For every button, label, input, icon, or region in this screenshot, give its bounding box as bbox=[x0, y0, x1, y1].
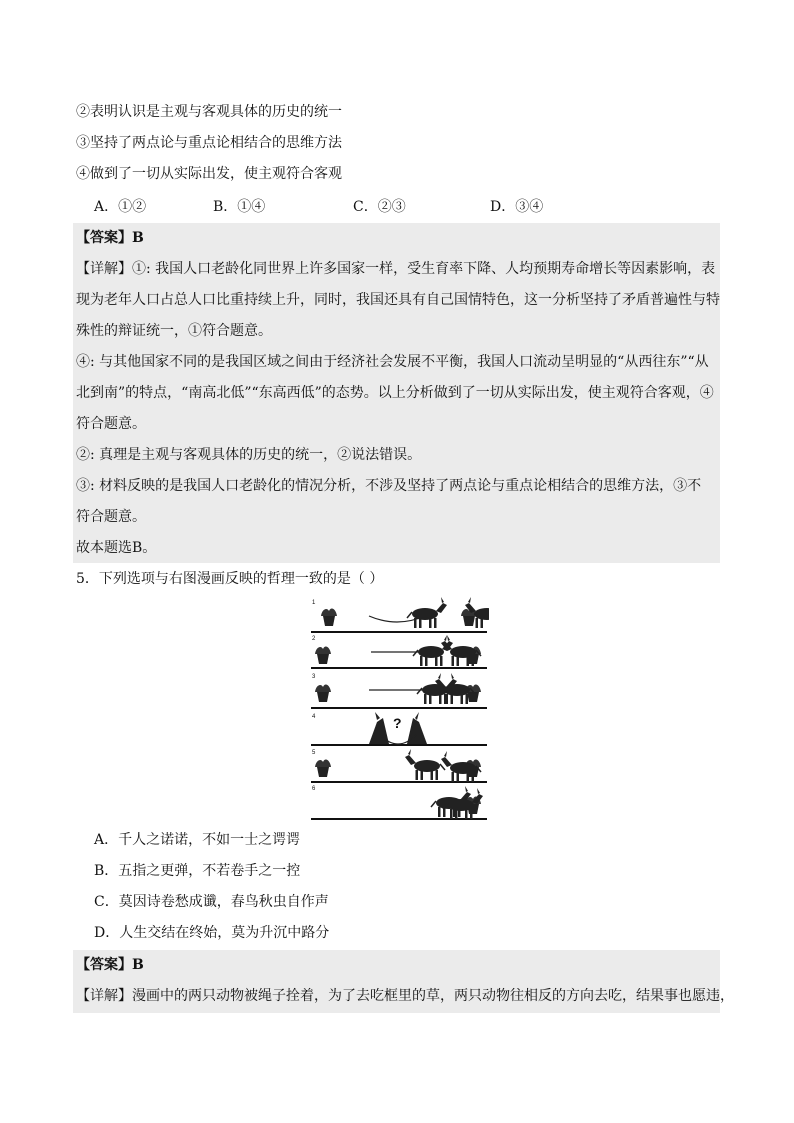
panel-number: 4 bbox=[312, 714, 316, 720]
detail-line: 现为老年人口占总人口比重持续上升，同时，我国还具有自己国情特色，这一分析坚持了矛盾普遍性与特 bbox=[76, 292, 720, 308]
panel-number: 6 bbox=[312, 786, 316, 792]
question-mark: ? bbox=[393, 715, 402, 731]
panel-6 bbox=[431, 786, 483, 819]
panel-3 bbox=[315, 673, 481, 704]
option-a: A．①② bbox=[94, 199, 147, 215]
detail-line: 故本题选B。 bbox=[76, 540, 157, 556]
answer-line-2: 【答案】B bbox=[76, 957, 144, 973]
q5-option-d: D．人生交结在终始，莫为升沉中路分 bbox=[94, 925, 330, 941]
panel-number: 3 bbox=[312, 674, 316, 680]
q5-option-b: B．五指之更弹，不若卷手之一控 bbox=[94, 863, 301, 879]
cartoon-svg bbox=[307, 594, 489, 822]
option-c: C．②③ bbox=[353, 199, 406, 215]
panel-1 bbox=[321, 597, 489, 628]
statement-3: ③坚持了两点论与重点论相结合的思维方法 bbox=[76, 135, 342, 151]
detail-line: ③: 材料反映的是我国人口老龄化的情况分析，不涉及坚持了两点论与重点论相结合的思维方法，③不 bbox=[76, 478, 702, 494]
donkey-cartoon bbox=[307, 594, 489, 822]
detail-line: 【详解】①: 我国人口老龄化同世界上许多国家一样，受生育率下降、人均预期寿命增长等因素影响，表 bbox=[76, 261, 716, 277]
question-5-stem: 5．下列选项与右图漫画反映的哲理一致的是（ ） bbox=[76, 571, 384, 587]
panel-number: 1 bbox=[312, 600, 316, 606]
detail-line: ②: 真理是主观与客观具体的历史的统一，②说法错误。 bbox=[76, 447, 422, 463]
statement-2: ②表明认识是主观与客观具体的历史的统一 bbox=[76, 104, 342, 120]
panel-4 bbox=[369, 712, 427, 744]
detail-line: 殊性的辩证统一，①符合题意。 bbox=[76, 323, 272, 339]
detail-line-2: 【详解】漫画中的两只动物被绳子拴着，为了去吃框里的草，两只动物往相反的方向去吃，结果事也愿违， bbox=[76, 988, 734, 1004]
option-d: D．③④ bbox=[490, 199, 544, 215]
prev-options bbox=[76, 196, 576, 216]
panel-2 bbox=[315, 635, 481, 666]
panel-number: 5 bbox=[312, 750, 316, 756]
detail-line: 符合题意。 bbox=[76, 416, 146, 432]
option-b: B．①④ bbox=[213, 199, 266, 215]
detail-line: ④: 与其他国家不同的是我国区域之间由于经济社会发展不平衡，我国人口流动呈明显的“从西往东”“从 bbox=[76, 354, 709, 370]
q5-option-c: C．莫因诗卷愁成谶，春鸟秋虫自作声 bbox=[94, 894, 329, 910]
answer-line-1: 【答案】B bbox=[76, 230, 144, 246]
q5-option-a: A．千人之诺诺，不如一士之谔谔 bbox=[94, 832, 301, 848]
panel-number: 2 bbox=[312, 636, 316, 642]
detail-line: 符合题意。 bbox=[76, 509, 146, 525]
panel-5 bbox=[315, 749, 481, 782]
detail-line: 北到南”的特点，“南高北低”“东高西低”的态势。以上分析做到了一切从实际出发，使主观符合客观，④ bbox=[76, 385, 714, 401]
statement-4: ④做到了一切从实际出发，使主观符合客观 bbox=[76, 166, 342, 182]
